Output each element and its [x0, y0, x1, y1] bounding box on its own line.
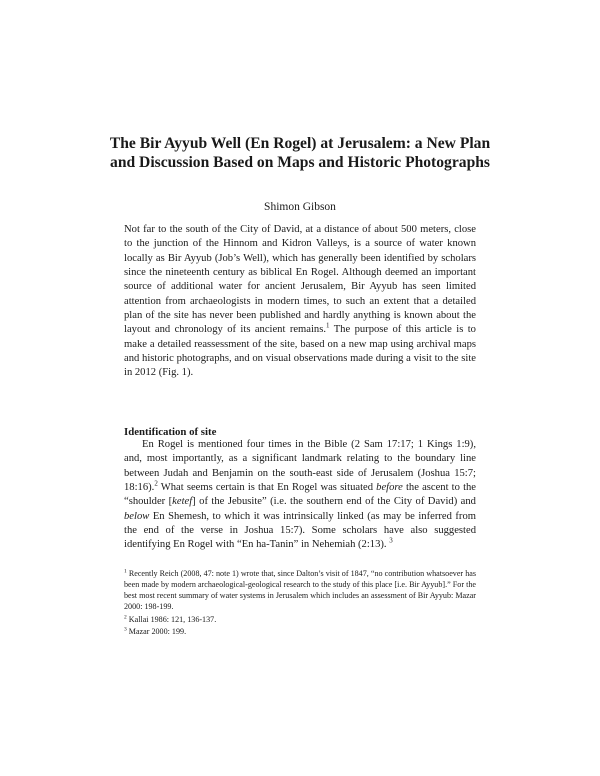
emphasis-ketef: ketef — [172, 496, 193, 508]
footnote-2 — [124, 614, 476, 625]
intro-paragraph — [124, 223, 476, 381]
footnote-mark: 3 — [124, 626, 127, 633]
footnotes — [124, 568, 476, 639]
section-text-d: ] of the Jebusite” (i.e. the southern end of the City of David) and — [192, 496, 476, 508]
emphasis-before: before — [376, 482, 403, 494]
intro-text-a: Not far to the south of the City of David, at a distance of about 500 meters, close to the junction of the Hinnom and Kidron Valleys, is a source of water known locally as Bir Ayyub (Job’s Well), which has generally been identified by scholars since the nineteenth century as biblical En Rogel. Although deemed an important source of additional water for ancient Jerusalem, Bir Ayyub has seen limited attention from archaeologists in modern times, to such an extent that a detailed plan of the site has never been published and hardly anything is known about the layout and chronology of its ancient remains. — [124, 224, 476, 336]
footnote-1 — [124, 568, 476, 612]
author-name: Shimon Gibson — [264, 201, 336, 213]
footnote-ref-1[interactable]: 1 — [326, 321, 330, 330]
footnote-mark: 1 — [124, 568, 127, 575]
footnote-text: Recently Reich (2008, 47: note 1) wrote that, since Dalton’s visit of 1847, “no contribution whatsoever has been made by modern archaeological-geological research to the study of this place [i.e. Bir Ayyub].” For the best most recent summary of water systems in Jerusalem which includes an assessment of Bir Ayyub: Mazar 2000: 198-199. — [124, 569, 476, 611]
section-text-a: En Rogel is mentioned four times in the Bible (2 Sam 17:17; 1 Kings 1:9), and, most importantly, as a significant landmark relating to the boundary line between Judah and Benjamin on the south-east side of Jerusalem (Joshua 15:7; 18:16). — [124, 439, 476, 494]
section-text-b: What seems certain is that En Rogel was situated — [157, 482, 377, 494]
footnote-text: Kallai 1986: 121, 136-137. — [126, 614, 217, 624]
intro-text-b: The purpose of this article is to make a detailed reassessment of the site, based on a new map using archival maps and historic photographs, and on visual observations made during a visit to the site in 2012 (Fig. 1). — [124, 324, 476, 379]
footnote-ref-3[interactable]: 3 — [389, 536, 393, 545]
footnote-3 — [124, 626, 476, 637]
footnote-mark: 2 — [124, 613, 127, 620]
footnote-text: Mazar 2000: 199. — [126, 627, 187, 636]
article-title: The Bir Ayyub Well (En Rogel) at Jerusalem: a New Plan and Discussion Based on Maps and Historic Photographs — [109, 135, 491, 171]
section-text-e: En Shemesh, to which it was intrinsically linked (as may be inferred from the end of the verse in Joshua 15:7). Some scholars have also suggested identifying En Rogel with “En ha-Tanin” in Nehemiah (2:13). — [124, 510, 476, 551]
section-heading: Identification of site — [124, 426, 217, 438]
footnote-ref-2[interactable]: 2 — [154, 479, 158, 488]
section-text-c: the ascent to the “shoulder [ — [124, 482, 477, 508]
emphasis-below: below — [124, 510, 150, 522]
section-paragraph — [124, 438, 476, 553]
